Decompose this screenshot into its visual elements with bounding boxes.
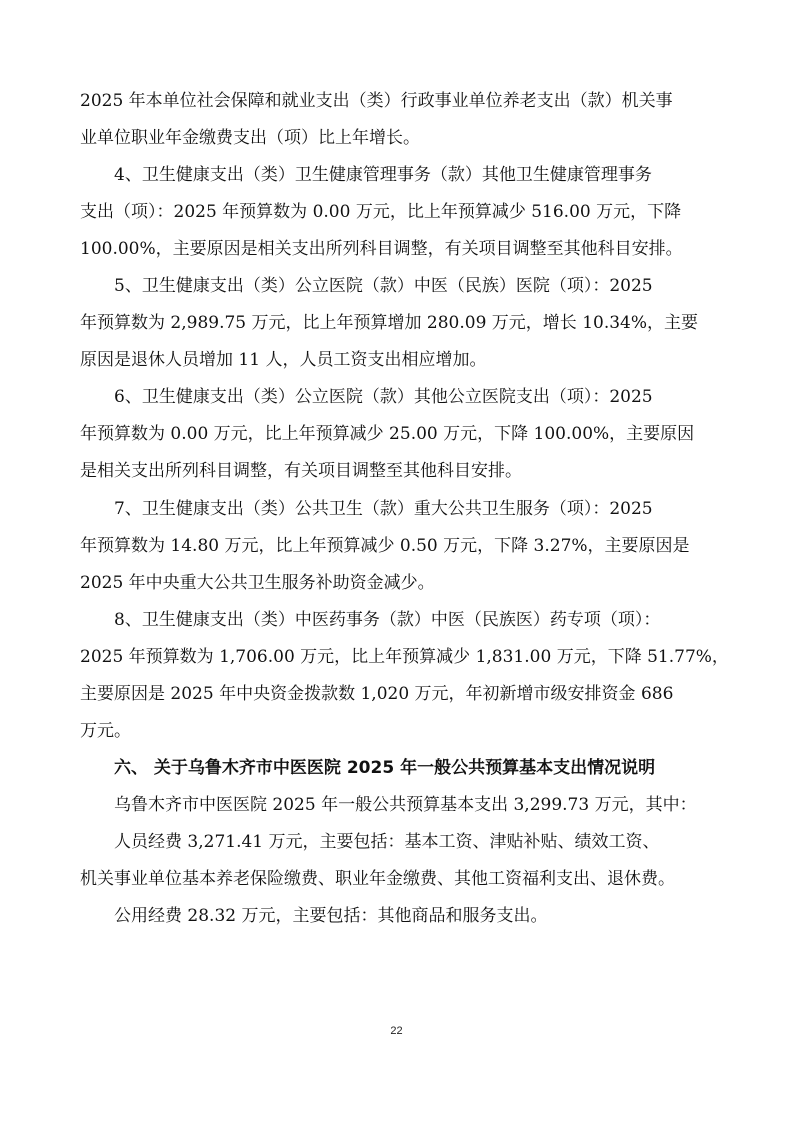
- paragraph-line: 2025 年预算数为 1,706.00 万元，比上年预算减少 1,831.00 万元，下降 51.77%，: [80, 647, 729, 667]
- paragraph-line: 乌鲁木齐市中医医院 2025 年一般公共预算基本支出 3,299.73 万元，其中：: [114, 795, 697, 815]
- paragraph-line: 原因是退休人员增加 11 人，人员工资支出相应增加。: [80, 350, 487, 370]
- paragraph-line: 7、卫生健康支出（类）公共卫生（款）重大公共卫生服务（项）：2025: [114, 499, 653, 519]
- paragraph-line: 年预算数为 2,989.75 万元，比上年预算增加 280.09 万元，增长 10.34%，主要: [80, 313, 699, 333]
- paragraph-line: 年预算数为 0.00 万元，比上年预算减少 25.00 万元，下降 100.00%，主要原因: [80, 424, 695, 444]
- paragraph-line: 人员经费 3,271.41 万元，主要包括：基本工资、津贴补贴、绩效工资、: [114, 832, 660, 852]
- paragraph-line: 是相关支出所列科目调整，有关项目调整至其他科目安排。: [80, 461, 522, 481]
- paragraph-line: 8、卫生健康支出（类）中医药事务（款）中医（民族医）药专项（项）：: [114, 610, 661, 630]
- paragraph-line: 机关事业单位基本养老保险缴费、职业年金缴费、其他工资福利支出、退休费。: [80, 869, 675, 889]
- section-heading: 六、 关于乌鲁木齐市中医医院 2025 年一般公共预算基本支出情况说明: [114, 758, 656, 778]
- paragraph-line: 6、卫生健康支出（类）公立医院（款）其他公立医院支出（项）：2025: [114, 387, 653, 407]
- paragraph-line: 业单位职业年金缴费支出（项）比上年增长。: [80, 128, 420, 148]
- paragraph-line: 公用经费 28.32 万元，主要包括：其他商品和服务支出。: [114, 906, 548, 926]
- paragraph-line: 2025 年中央重大公共卫生服务补助资金减少。: [80, 573, 435, 593]
- paragraph-line: 2025 年本单位社会保障和就业支出（类）行政事业单位养老支出（款）机关事: [80, 91, 673, 111]
- paragraph-line: 100.00%，主要原因是相关支出所列科目调整，有关项目调整至其他科目安排。: [80, 239, 683, 259]
- paragraph-line: 支出（项）：2025 年预算数为 0.00 万元，比上年预算减少 516.00 万元，下降: [80, 202, 682, 222]
- paragraph-line: 5、卫生健康支出（类）公立医院（款）中医（民族）医院（项）：2025: [114, 276, 653, 296]
- paragraph-line: 万元。: [80, 721, 131, 741]
- page-number: 22: [390, 1025, 403, 1037]
- paragraph-line: 年预算数为 14.80 万元，比上年预算减少 0.50 万元，下降 3.27%，主要原因是: [80, 536, 690, 556]
- paragraph-line: 4、卫生健康支出（类）卫生健康管理事务（款）其他卫生健康管理事务: [114, 165, 652, 185]
- paragraph-line: 主要原因是 2025 年中央资金拨款数 1,020 万元，年初新增市级安排资金 686: [80, 684, 674, 704]
